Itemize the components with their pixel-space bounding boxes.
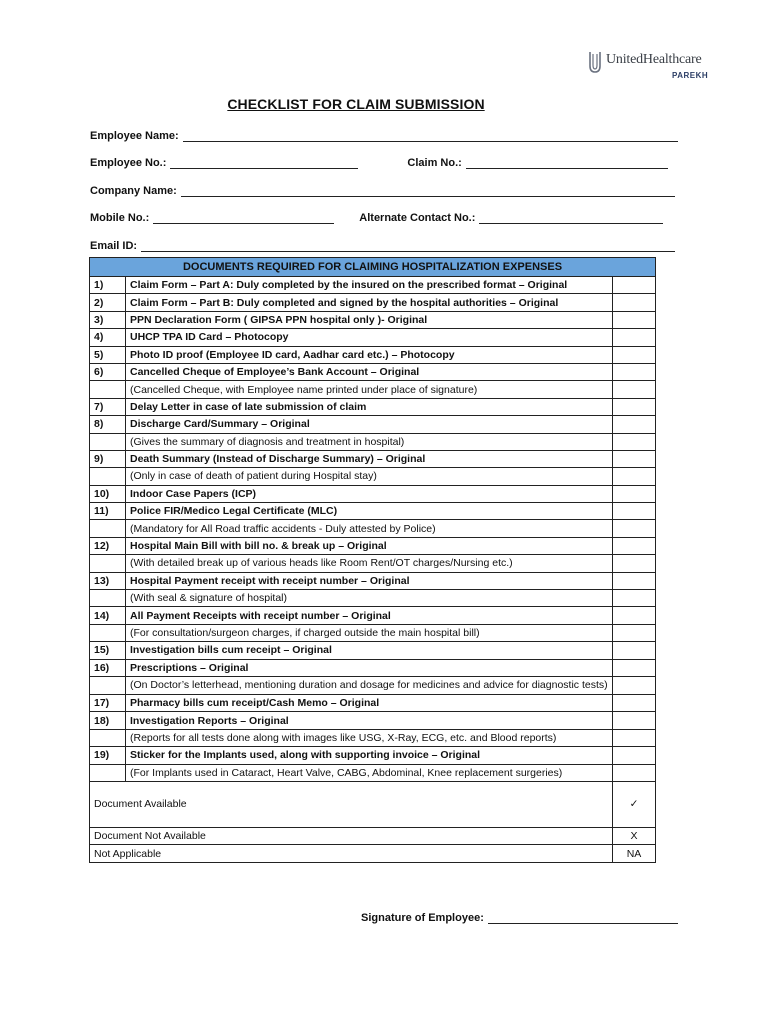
row-document: Indoor Case Papers (ICP) [126, 485, 613, 502]
row-check-cell[interactable] [613, 416, 656, 433]
row-number [90, 555, 126, 572]
row-document: Death Summary (Instead of Discharge Summary) – Original [126, 450, 613, 467]
table-row [90, 398, 656, 415]
table-row [90, 590, 656, 607]
row-number: 13) [90, 572, 126, 589]
row-check-cell[interactable] [613, 537, 656, 554]
row-check-cell[interactable] [613, 590, 656, 607]
table-row [90, 764, 656, 781]
row-document: Claim Form – Part A: Duly completed by the insured on the prescribed format – Original [126, 277, 613, 294]
row-number: 10) [90, 485, 126, 502]
row-document: Police FIR/Medico Legal Certificate (MLC) [126, 503, 613, 520]
table-row [90, 363, 656, 380]
row-note: (Reports for all tests done along with images like USG, X-Ray, ECG, etc. and Blood reports) [126, 729, 613, 746]
table-row [90, 503, 656, 520]
row-number: 7) [90, 398, 126, 415]
row-note: (For consultation/surgeon charges, if charged outside the main hospital bill) [126, 624, 613, 641]
table-row [90, 694, 656, 711]
row-check-cell[interactable] [613, 311, 656, 328]
table-row [90, 642, 656, 659]
employee-name-line[interactable] [183, 131, 678, 142]
documents-table-header: DOCUMENTS REQUIRED FOR CLAIMING HOSPITALIZATION EXPENSES [90, 258, 656, 277]
row-note: (Cancelled Cheque, with Employee name printed under place of signature) [126, 381, 613, 398]
signature-row [361, 912, 678, 924]
row-number: 4) [90, 329, 126, 346]
table-row [90, 572, 656, 589]
mobile-no-label: Mobile No.: [90, 212, 150, 224]
row-document: Claim Form – Part B: Duly completed and signed by the hospital authorities – Original [126, 294, 613, 311]
row-check-cell[interactable] [613, 450, 656, 467]
company-name-label: Company Name: [90, 185, 177, 197]
legend-body [90, 781, 656, 862]
table-row [90, 747, 656, 764]
row-document: Hospital Payment receipt with receipt number – Original [126, 572, 613, 589]
row-number: 12) [90, 537, 126, 554]
row-check-cell[interactable] [613, 277, 656, 294]
row-document: Prescriptions – Original [126, 659, 613, 676]
row-check-cell[interactable] [613, 468, 656, 485]
mobile-row [90, 208, 678, 224]
row-check-cell[interactable] [613, 764, 656, 781]
row-number: 1) [90, 277, 126, 294]
row-number [90, 381, 126, 398]
row-check-cell[interactable] [613, 433, 656, 450]
row-check-cell[interactable] [613, 676, 656, 694]
claim-no-field[interactable] [407, 157, 667, 169]
row-check-cell[interactable] [613, 381, 656, 398]
row-check-cell[interactable] [613, 694, 656, 711]
email-id-field[interactable] [90, 240, 675, 252]
company-name-field[interactable] [90, 185, 675, 197]
legend-row [90, 845, 656, 862]
page-title: CHECKLIST FOR CLAIM SUBMISSION [227, 96, 485, 112]
table-row [90, 416, 656, 433]
row-check-cell[interactable] [613, 346, 656, 363]
legend-label: Document Not Available [90, 827, 613, 844]
documents-table-body [90, 277, 656, 782]
uhc-shield-icon [588, 50, 602, 74]
mobile-no-field[interactable] [90, 212, 334, 224]
row-check-cell[interactable] [613, 485, 656, 502]
claim-no-label: Claim No.: [407, 157, 462, 169]
row-number [90, 676, 126, 694]
documents-table-header-row [90, 258, 656, 277]
row-note: (Mandatory for All Road traffic accidents - Duly attested by Police) [126, 520, 613, 537]
row-check-cell[interactable] [613, 642, 656, 659]
employee-name-row [90, 126, 678, 142]
signature-line[interactable] [488, 913, 678, 924]
row-note: (With seal & signature of hospital) [126, 590, 613, 607]
row-check-cell[interactable] [613, 329, 656, 346]
brand-sub: PAREKH [672, 71, 709, 80]
row-note: (Gives the summary of diagnosis and treatment in hospital) [126, 433, 613, 450]
company-name-row [90, 181, 678, 197]
row-note: (On Doctor’s letterhead, mentioning duration and dosage for medicines and advice for diagnostic tests) [126, 676, 613, 694]
row-note: (With detailed break up of various heads like Room Rent/OT charges/Nursing etc.) [126, 555, 613, 572]
row-check-cell[interactable] [613, 398, 656, 415]
row-document: Investigation bills cum receipt – Original [126, 642, 613, 659]
row-number: 17) [90, 694, 126, 711]
row-document: Investigation Reports – Original [126, 712, 613, 729]
table-row [90, 712, 656, 729]
signature-label: Signature of Employee: [361, 912, 484, 924]
row-number: 19) [90, 747, 126, 764]
row-number [90, 433, 126, 450]
row-check-cell[interactable] [613, 659, 656, 676]
row-number [90, 590, 126, 607]
row-number: 11) [90, 503, 126, 520]
email-id-line[interactable] [141, 241, 675, 252]
row-check-cell[interactable] [613, 363, 656, 380]
email-id-label: Email ID: [90, 240, 138, 252]
row-number [90, 729, 126, 746]
table-row [90, 485, 656, 502]
table-row [90, 520, 656, 537]
table-row [90, 555, 656, 572]
employee-no-field[interactable] [90, 157, 358, 169]
table-row [90, 468, 656, 485]
row-check-cell[interactable] [613, 294, 656, 311]
alternate-contact-line[interactable] [479, 213, 663, 224]
row-check-cell[interactable] [613, 520, 656, 537]
row-check-cell[interactable] [613, 607, 656, 624]
row-note: (Only in case of death of patient during Hospital stay) [126, 468, 613, 485]
mobile-no-line[interactable] [153, 213, 334, 224]
table-row [90, 729, 656, 746]
row-check-cell[interactable] [613, 729, 656, 746]
row-check-cell[interactable] [613, 572, 656, 589]
alternate-contact-field[interactable] [359, 212, 663, 224]
row-document: PPN Declaration Form ( GIPSA PPN hospital only )- Original [126, 311, 613, 328]
employee-no-row [90, 153, 678, 169]
alternate-contact-label: Alternate Contact No.: [359, 212, 476, 224]
row-document: Discharge Card/Summary – Original [126, 416, 613, 433]
row-check-cell[interactable] [613, 503, 656, 520]
row-number: 2) [90, 294, 126, 311]
row-note: (For Implants used in Cataract, Heart Valve, CABG, Abdominal, Knee replacement surgeries) [126, 764, 613, 781]
table-row [90, 294, 656, 311]
row-document: UHCP TPA ID Card – Photocopy [126, 329, 613, 346]
table-row [90, 624, 656, 641]
table-row [90, 381, 656, 398]
table-row [90, 659, 656, 676]
claim-no-line[interactable] [466, 158, 668, 169]
row-number [90, 764, 126, 781]
company-name-line[interactable] [181, 186, 675, 197]
row-number: 15) [90, 642, 126, 659]
employee-no-line[interactable] [170, 158, 358, 169]
row-document: Pharmacy bills cum receipt/Cash Memo – Original [126, 694, 613, 711]
row-number: 9) [90, 450, 126, 467]
email-row [90, 236, 678, 252]
table-row [90, 346, 656, 363]
employee-name-label: Employee Name: [90, 130, 179, 142]
row-number: 14) [90, 607, 126, 624]
table-row [90, 450, 656, 467]
legend-symbol: NA [613, 845, 656, 862]
row-number: 5) [90, 346, 126, 363]
row-number [90, 520, 126, 537]
employee-name-field[interactable] [90, 130, 678, 142]
table-row [90, 607, 656, 624]
row-check-cell[interactable] [613, 712, 656, 729]
table-row [90, 433, 656, 450]
legend-symbol: X [613, 827, 656, 844]
row-number: 8) [90, 416, 126, 433]
legend-label: Document Available [90, 781, 613, 827]
row-check-cell[interactable] [613, 624, 656, 641]
row-number: 6) [90, 363, 126, 380]
table-row [90, 311, 656, 328]
table-row [90, 537, 656, 554]
brand-name: UnitedHealthcare [606, 52, 702, 67]
row-document: Hospital Main Bill with bill no. & break up – Original [126, 537, 613, 554]
row-number: 18) [90, 712, 126, 729]
row-document: Photo ID proof (Employee ID card, Aadhar card etc.) – Photocopy [126, 346, 613, 363]
table-row [90, 676, 656, 694]
row-number [90, 468, 126, 485]
legend-row [90, 827, 656, 844]
table-row [90, 277, 656, 294]
row-check-cell[interactable] [613, 555, 656, 572]
legend-row [90, 781, 656, 827]
row-number: 16) [90, 659, 126, 676]
row-document: Sticker for the Implants used, along with supporting invoice – Original [126, 747, 613, 764]
row-document: Cancelled Cheque of Employee’s Bank Account – Original [126, 363, 613, 380]
documents-table [89, 257, 656, 863]
row-document: Delay Letter in case of late submission of claim [126, 398, 613, 415]
row-number [90, 624, 126, 641]
table-row [90, 329, 656, 346]
legend-label: Not Applicable [90, 845, 613, 862]
row-document: All Payment Receipts with receipt number – Original [126, 607, 613, 624]
brand-logo [588, 46, 708, 86]
employee-no-label: Employee No.: [90, 157, 167, 169]
row-number: 3) [90, 311, 126, 328]
legend-symbol: ✓ [613, 781, 656, 827]
row-check-cell[interactable] [613, 747, 656, 764]
